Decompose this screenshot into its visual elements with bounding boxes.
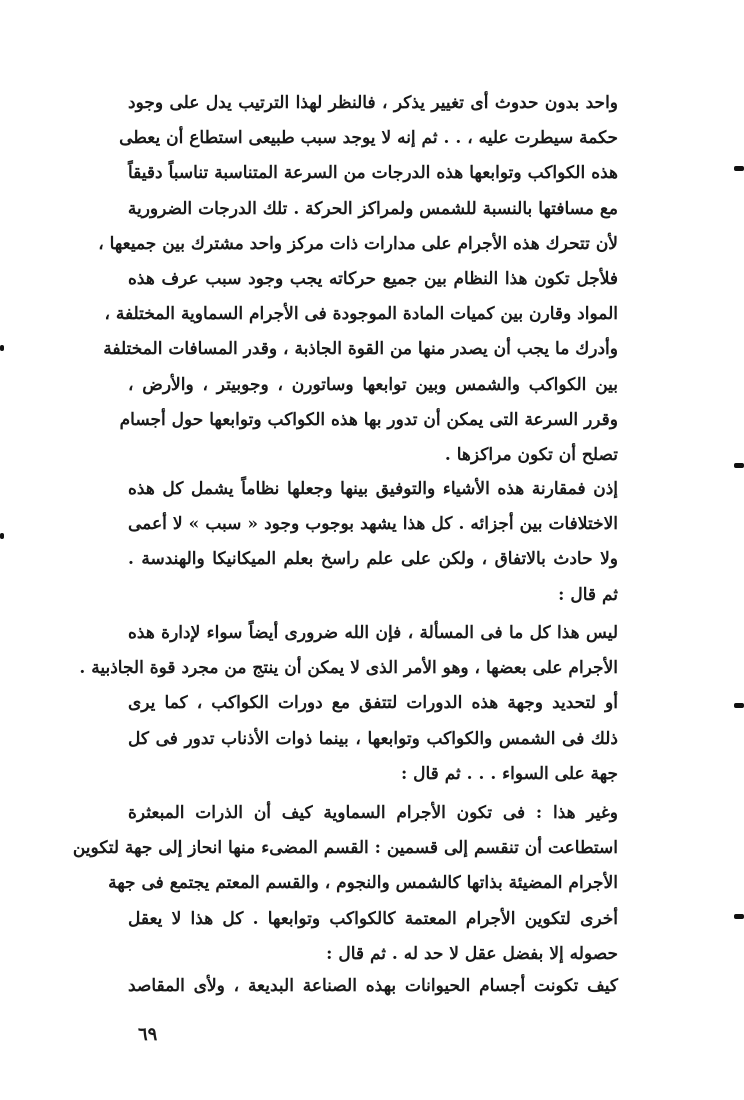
text-line: وغير هذا : فى تكون الأجرام السماوية كيف أن الذرات المبعثرة: [128, 803, 618, 823]
paragraph-5: [128, 969, 618, 1004]
margin-mark: [0, 533, 4, 539]
text-line: حصوله إلا بفضل عقل لا حد له . ثم قال :: [326, 943, 618, 964]
text-line: الاختلافات بين أجزائه . كل هذا يشهد بوجوب وجود « سبب » لا أعمى: [128, 514, 618, 535]
text-line: وأدرك ما يجب أن يصدر منها من القوة الجاذبة ، وقدر المسافات المختلفة: [103, 339, 618, 360]
margin-mark: [734, 914, 744, 919]
paragraph-2: [128, 472, 618, 613]
text-line: ولا حادث بالاتفاق ، ولكن على علم راسخ بعلم الميكانيكا والهندسة .: [128, 549, 618, 570]
text-line: جهة على السواء . . . ثم قال :: [400, 763, 618, 784]
margin-mark: [0, 345, 4, 351]
text-line: واحد بدون حدوث أى تغيير يذكر ، فالنظر لهذا الترتيب يدل على وجود: [128, 93, 618, 113]
margin-mark: [734, 703, 744, 708]
text-line: ثم قال :: [558, 584, 618, 605]
paragraph-4: [72, 796, 618, 972]
text-line: ذلك فى الشمس والكواكب وتوابعها ، بينما ذوات الأذناب تدور فى كل: [128, 728, 618, 749]
text-line: ليس هذا كل ما فى المسألة ، فإن الله ضرورى أيضاً سواء لإدارة هذه: [128, 623, 618, 643]
text-line: فلأجل تكون هذا النظام بين جميع حركاته يجب وجود سبب عرف هذه: [128, 269, 618, 290]
text-line: هذه الكواكب وتوابعها هذه الدرجات من السرعة المتناسبة تناسباً دقيقاً: [128, 163, 618, 184]
text-line: الأجرام المضيئة بذاتها كالشمس والنجوم ، والقسم المعتم يجتمع فى جهة: [108, 873, 618, 894]
text-line: لأن تتحرك هذه الأجرام على مدارات ذات مركز واحد مشترك بين جميعها ،: [98, 233, 618, 254]
text-line: حكمة سيطرت عليه ، . . ثم إنه لا يوجد سبب طبيعى استطاع أن يعطى: [119, 128, 618, 149]
text-line: كيف تكونت أجسام الحيوانات بهذه الصناعة البديعة ، ولأى المقاصد: [128, 976, 618, 996]
page-number: ٦٩: [138, 1024, 158, 1045]
text-line: بين الكواكب والشمس وبين توابعها وساتورن ، وجوبيتر ، والأرض ،: [128, 374, 618, 395]
text-line: مع مسافتها بالنسبة للشمس ولمراكز الحركة . تلك الدرجات الضرورية: [127, 198, 618, 219]
text-line: المواد وقارن بين كميات المادة الموجودة فى الأجرام السماوية المختلفة ،: [104, 304, 618, 325]
margin-mark: [734, 166, 744, 171]
text-line: استطاعت أن تنقسم إلى قسمين : القسم المضىء منها انحاز إلى جهة لتكوين: [72, 838, 618, 859]
text-line: إذن فمقارنة هذه الأشياء والتوفيق بينها وجعلها نظاماً يشمل كل هذه: [128, 479, 618, 499]
text-line: وقرر السرعة التى يمكن أن تدور بها هذه الكواكب وتوابعها حول أجسام: [119, 409, 618, 430]
paragraph-1: [98, 86, 618, 473]
text-line: الأجرام على بعضها ، وهو الأمر الذى لا يمكن أن ينتج من مجرد قوة الجاذبية .: [79, 658, 618, 679]
text-line: تصلح أن تكون مراكزها .: [444, 445, 618, 466]
text-line: أخرى لتكوين الأجرام المعتمة كالكواكب وتوابعها . كل هذا لا يعقل: [128, 908, 618, 929]
paragraph-3: [79, 616, 618, 792]
margin-mark: [734, 463, 744, 468]
text-line: أو لتحديد وجهة هذه الدورات لتتفق مع دورات الكواكب ، كما يرى: [128, 693, 618, 714]
